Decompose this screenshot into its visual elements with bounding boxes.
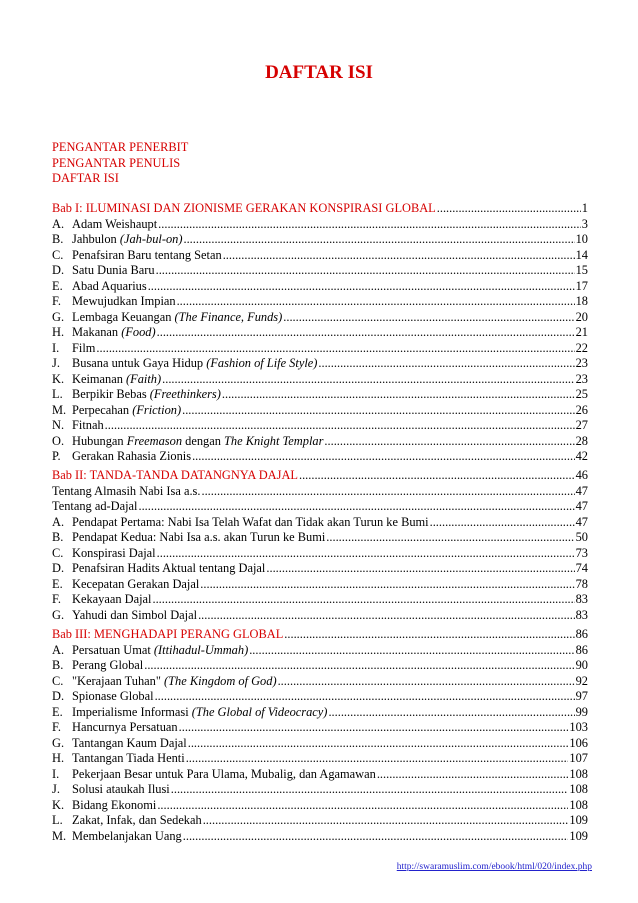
entry-title: [52, 484, 200, 500]
chapter-title: Bab II: TANDA-TANDA DATANGNYA DAJAL: [52, 468, 298, 482]
toc-entry[interactable]: [52, 484, 588, 500]
toc-section-3: [52, 627, 588, 844]
entry-text: Film: [72, 340, 96, 355]
toc-entry[interactable]: [52, 515, 588, 531]
entry-text: Persatuan Umat: [72, 642, 151, 657]
entry-letter: M.: [52, 402, 67, 417]
entry-title: [72, 403, 181, 419]
page-number: 86: [575, 642, 588, 657]
toc-entry[interactable]: [52, 689, 588, 705]
page-number: 46: [575, 468, 588, 482]
dot-leader: [223, 248, 575, 264]
entry-title: [72, 294, 176, 310]
page-number: 99: [575, 704, 588, 719]
entry-letter: N.: [52, 418, 65, 432]
entry-letter: L.: [52, 387, 63, 401]
entry-letter: A.: [52, 514, 65, 529]
page-number: 97: [575, 689, 588, 703]
toc-entry[interactable]: [52, 561, 588, 577]
toc-entry[interactable]: [52, 829, 588, 845]
entry-letter: D.: [52, 689, 65, 703]
page-number: 21: [575, 325, 588, 339]
dot-leader: [203, 813, 569, 829]
page-number: 106: [569, 735, 588, 750]
entry-letter: F.: [52, 592, 61, 606]
dot-leader: [188, 736, 569, 752]
preface-list: [52, 140, 188, 187]
entry-text: Spionase Global: [72, 689, 154, 703]
entry-letter: G.: [52, 735, 65, 750]
toc-entry[interactable]: [52, 356, 588, 372]
entry-title: [72, 418, 104, 434]
entry-text: Gerakan Rahasia Zionis: [72, 449, 192, 463]
toc-section-1: [52, 201, 588, 465]
entry-text: Adam Weishaupt: [72, 216, 158, 231]
toc-entry[interactable]: [52, 449, 588, 465]
toc-entry[interactable]: [52, 217, 588, 233]
dot-leader: [158, 217, 581, 233]
entry-letter: E.: [52, 278, 63, 293]
entry-italic-text: Freemason: [126, 433, 183, 448]
page-number: 86: [575, 627, 588, 641]
page-number: 108: [569, 766, 588, 781]
entry-title: [72, 546, 156, 562]
toc-section-2: [52, 468, 588, 623]
toc-entry[interactable]: [52, 434, 588, 450]
dot-leader: [299, 468, 575, 484]
entry-title: [72, 674, 277, 690]
dot-leader: [222, 387, 575, 403]
entry-italic-text: (Food): [121, 325, 156, 339]
page-number: 25: [575, 387, 588, 401]
chapter-title: Bab I: ILUMINASI DAN ZIONISME GERAKAN KONSPIRASI GLOBAL: [52, 201, 436, 215]
page-number: 103: [569, 720, 588, 734]
entry-title: [72, 232, 182, 248]
toc-entry[interactable]: [52, 813, 588, 829]
page-number: 47: [575, 499, 588, 513]
entry-text: Imperialisme Informasi: [72, 704, 189, 719]
entry-letter: B.: [52, 658, 64, 672]
entry-text: Jahbulon: [72, 232, 117, 246]
dot-leader: [201, 484, 574, 500]
entry-italic-text: (The Kingdom of God): [164, 673, 277, 688]
entry-italic-text: (Friction): [132, 402, 182, 417]
dot-leader: [266, 561, 574, 577]
toc-entry[interactable]: [52, 705, 588, 721]
dot-leader: [200, 577, 574, 593]
entry-title: [72, 310, 282, 326]
entry-letter: H.: [52, 751, 65, 765]
toc-entry[interactable]: [52, 530, 588, 546]
preface-item: DAFTAR ISI: [52, 171, 119, 185]
entry-text: Yahudi dan Simbol Dajal: [72, 607, 198, 622]
entry-title: [72, 561, 265, 577]
entry-letter: L.: [52, 813, 63, 827]
chapter-heading[interactable]: [52, 201, 588, 217]
dot-leader: [284, 627, 574, 643]
toc-entry[interactable]: [52, 736, 588, 752]
entry-title: [72, 341, 95, 357]
dot-leader: [171, 782, 569, 798]
entry-letter: B.: [52, 530, 64, 544]
entry-title: [72, 449, 191, 465]
page-number: 83: [575, 607, 588, 622]
entry-text: Bidang Ekonomi: [72, 797, 157, 812]
entry-text: Lembaga Keuangan: [72, 309, 172, 324]
entry-title: [72, 325, 156, 341]
entry-text: Tantangan Kaum Dajal: [72, 735, 187, 750]
dot-leader: [318, 356, 574, 372]
page-number: 74: [575, 561, 588, 575]
page-number: 90: [575, 658, 588, 672]
entry-text: Pendapat Kedua: Nabi Isa a.s. akan Turun ke Bumi: [72, 530, 326, 544]
entry-title: [72, 751, 185, 767]
preface-item: PENGANTAR PENERBIT: [52, 140, 189, 154]
entry-text: Keimanan: [72, 371, 123, 386]
toc-entry[interactable]: [52, 674, 588, 690]
page-number: 109: [569, 828, 588, 843]
entry-letter: J.: [52, 356, 60, 370]
toc-entry[interactable]: [52, 387, 588, 403]
entry-text: Tentang ad-Dajal: [52, 499, 138, 513]
entry-title: [72, 356, 317, 372]
entry-title: [72, 813, 202, 829]
toc-entry[interactable]: [52, 751, 588, 767]
preface-item: PENGANTAR PENULIS: [52, 155, 181, 170]
dot-leader: [179, 720, 569, 736]
page-number: 22: [575, 340, 588, 355]
chapter-heading[interactable]: [52, 468, 588, 484]
toc-entry[interactable]: [52, 499, 588, 515]
dot-leader: [198, 608, 575, 624]
toc-entry[interactable]: [52, 720, 588, 736]
dot-leader: [144, 658, 574, 674]
page-number: 47: [575, 483, 588, 498]
dot-leader: [148, 279, 575, 295]
entry-title: [72, 434, 323, 450]
entry-italic-text: (Faith): [126, 371, 162, 386]
page-number: 28: [575, 433, 588, 448]
entry-text: Solusi ataukah Ilusi: [72, 782, 170, 796]
page-number: 14: [575, 247, 588, 262]
page-number: 109: [569, 813, 588, 827]
toc-entry[interactable]: [52, 608, 588, 624]
entry-text: Hubungan: [72, 433, 124, 448]
toc-entry[interactable]: [52, 372, 588, 388]
entry-letter: B.: [52, 232, 64, 246]
entry-title: [72, 767, 376, 783]
entry-italic-text: The Knight Templar: [224, 433, 324, 448]
toc-entry[interactable]: [52, 418, 588, 434]
entry-title: [72, 372, 161, 388]
entry-text: Kecepatan Gerakan Dajal: [72, 576, 200, 591]
entry-text: Kekayaan Dajal: [72, 592, 152, 606]
page-number: 50: [575, 530, 588, 544]
page-number: 3: [581, 216, 588, 231]
toc-entry[interactable]: [52, 232, 588, 248]
toc-entry[interactable]: [52, 658, 588, 674]
dot-leader: [156, 263, 575, 279]
toc-entry[interactable]: [52, 798, 588, 814]
entry-letter: C.: [52, 673, 64, 688]
entry-title: [72, 515, 429, 531]
page-number: 108: [569, 782, 588, 796]
dot-leader: [157, 798, 568, 814]
toc-entry[interactable]: [52, 279, 588, 295]
page-number: 92: [575, 673, 588, 688]
dot-leader: [157, 546, 575, 562]
entry-title: [72, 705, 327, 721]
page-number: 18: [575, 294, 588, 308]
entry-text: dengan: [185, 433, 221, 448]
entry-italic-text: (Ittihadul-Ummah): [153, 642, 249, 657]
entry-letter: F.: [52, 294, 61, 308]
dot-leader: [183, 232, 574, 248]
entry-letter: O.: [52, 433, 65, 448]
dot-leader: [437, 201, 581, 217]
entry-text: Abad Aquarius: [72, 278, 147, 293]
entry-letter: K.: [52, 371, 65, 386]
entry-text: Zakat, Infak, dan Sedekah: [72, 813, 202, 827]
entry-title: [72, 736, 187, 752]
page-number: 17: [575, 278, 588, 293]
dot-leader: [138, 499, 574, 515]
entry-text: Berpikir Bebas: [72, 387, 147, 401]
dot-leader: [278, 674, 575, 690]
entry-italic-text: (Jah-bul-on): [119, 232, 183, 246]
dot-leader: [324, 434, 574, 450]
entry-letter: I.: [52, 340, 60, 355]
entry-title: [72, 720, 178, 736]
page-number: 26: [575, 402, 588, 417]
toc-entry[interactable]: [52, 294, 588, 310]
entry-title: [72, 592, 151, 608]
dot-leader: [186, 751, 569, 767]
page-number: 108: [569, 797, 588, 812]
dot-leader: [328, 705, 574, 721]
entry-text: Perang Global: [72, 658, 144, 672]
entry-text: Perpecahan: [72, 402, 130, 417]
entry-letter: H.: [52, 325, 65, 339]
page-number: 42: [575, 449, 588, 463]
entry-title: [72, 798, 156, 814]
dot-leader: [155, 689, 575, 705]
toc-entry[interactable]: [52, 577, 588, 593]
entry-letter: I.: [52, 766, 60, 781]
entry-letter: C.: [52, 247, 64, 262]
page-number: 47: [575, 514, 588, 529]
entry-text: Konspirasi Dajal: [72, 545, 156, 560]
entry-text: Pendapat Pertama: Nabi Isa Telah Wafat dan Tidak akan Turun ke Bumi: [72, 514, 429, 529]
entry-letter: P.: [52, 449, 61, 463]
entry-letter: A.: [52, 216, 65, 231]
entry-letter: M.: [52, 828, 67, 843]
entry-text: Tantangan Tiada Henti: [72, 751, 185, 765]
entry-title: [72, 387, 221, 403]
page-number: 23: [575, 371, 588, 386]
entry-title: [72, 279, 147, 295]
toc-entry[interactable]: [52, 310, 588, 326]
entry-text: Busana untuk Gaya Hidup: [72, 356, 204, 370]
page-number: 20: [575, 309, 588, 324]
dot-leader: [326, 530, 574, 546]
toc-entry[interactable]: [52, 325, 588, 341]
toc-entry[interactable]: [52, 592, 588, 608]
page-number: 10: [575, 232, 588, 246]
dot-leader: [177, 294, 575, 310]
entry-letter: E.: [52, 704, 63, 719]
entry-letter: G.: [52, 607, 65, 622]
entry-title: [72, 608, 197, 624]
page-number: 15: [575, 263, 588, 277]
entry-title: [72, 217, 157, 233]
entry-letter: D.: [52, 263, 65, 277]
entry-title: [72, 530, 325, 546]
page-number: 83: [575, 592, 588, 606]
entry-text: Fitnah: [72, 418, 104, 432]
dot-leader: [249, 643, 574, 659]
toc-entry[interactable]: [52, 341, 588, 357]
entry-title: [72, 689, 154, 705]
entry-letter: C.: [52, 545, 64, 560]
dot-leader: [430, 515, 575, 531]
page-number: 107: [569, 751, 588, 765]
page-number: 78: [575, 576, 588, 591]
entry-title: [72, 829, 182, 845]
entry-title: [72, 248, 222, 264]
entry-letter: E.: [52, 576, 63, 591]
entry-letter: F.: [52, 720, 61, 734]
entry-text: "Kerajaan Tuhan": [72, 673, 161, 688]
page-number: 27: [575, 418, 588, 432]
page-number: 1: [581, 201, 588, 215]
dot-leader: [377, 767, 569, 783]
toc-entry[interactable]: [52, 263, 588, 279]
entry-letter: J.: [52, 782, 60, 796]
entry-text: Satu Dunia Baru: [72, 263, 155, 277]
entry-text: Pekerjaan Besar untuk Para Ulama, Mubalig, dan Agamawan: [72, 766, 376, 781]
page-number: 23: [575, 356, 588, 370]
entry-letter: K.: [52, 797, 65, 812]
toc-entry[interactable]: [52, 782, 588, 798]
entry-title: [72, 263, 155, 279]
dot-leader: [192, 449, 575, 465]
entry-text: Hancurnya Persatuan: [72, 720, 178, 734]
entry-italic-text: (Fashion of Life Style): [206, 356, 318, 370]
toc-entry[interactable]: [52, 248, 588, 264]
entry-letter: D.: [52, 561, 65, 575]
page-number: 73: [575, 545, 588, 560]
entry-text: Mewujudkan Impian: [72, 294, 176, 308]
entry-text: Membelanjakan Uang: [72, 828, 182, 843]
entry-italic-text: (The Global of Videocracy): [191, 704, 328, 719]
dot-leader: [162, 372, 574, 388]
dot-leader: [182, 403, 575, 419]
entry-title: [72, 782, 170, 798]
dot-leader: [183, 829, 569, 845]
entry-letter: G.: [52, 309, 65, 324]
entry-title: [52, 499, 137, 515]
dot-leader: [105, 418, 575, 434]
entry-title: [72, 577, 199, 593]
entry-text: Tentang Almasih Nabi Isa a.s.: [52, 483, 201, 498]
dot-leader: [157, 325, 575, 341]
toc-entry[interactable]: [52, 643, 588, 659]
entry-text: Penafsiran Baru tentang Setan: [72, 247, 222, 262]
chapter-heading[interactable]: [52, 627, 588, 643]
toc-entry[interactable]: [52, 546, 588, 562]
entry-letter: A.: [52, 642, 65, 657]
toc-entry[interactable]: [52, 767, 588, 783]
entry-title: [72, 643, 248, 659]
entry-italic-text: (The Finance, Funds): [174, 309, 283, 324]
chapter-title: Bab III: MENGHADAPI PERANG GLOBAL: [52, 627, 284, 641]
entry-italic-text: (Freethinkers): [149, 387, 221, 401]
toc-entry[interactable]: [52, 403, 588, 419]
entry-text: Makanan: [72, 325, 119, 339]
entry-title: [72, 658, 143, 674]
dot-leader: [283, 310, 574, 326]
footer-url-link[interactable]: http://swaramuslim.com/ebook/html/020/index.php: [396, 862, 592, 872]
dot-leader: [96, 341, 574, 357]
entry-text: Penafsiran Hadits Aktual tentang Dajal: [72, 561, 266, 575]
dot-leader: [152, 592, 574, 608]
page-title: DAFTAR ISI: [265, 62, 373, 83]
